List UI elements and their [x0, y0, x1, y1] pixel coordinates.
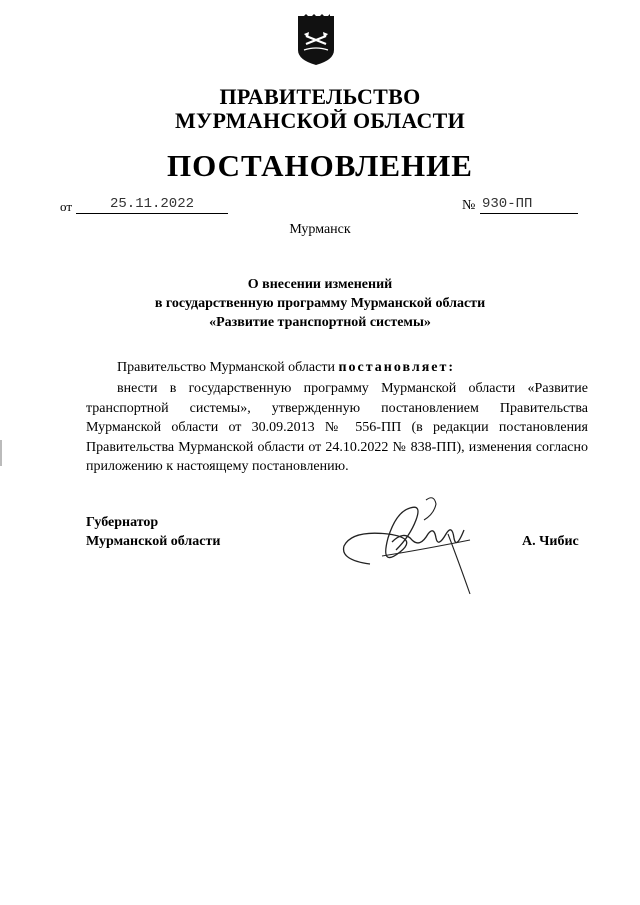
- document-number: 930-ПП: [480, 196, 578, 214]
- scan-edge-mark: [0, 440, 2, 466]
- coat-of-arms-icon: [296, 14, 336, 66]
- document-date: 25.11.2022: [76, 196, 228, 214]
- resolution-paragraph: внести в государственную программу Мурманской области «Развитие транспортной системы», утвержденную постановлением Правительства Мурманской области от 30.09.2013 № 556-ПП (в редакции постановления Правительства Мурманской области от 24.10.2022 № 838-ПП), изменения согласно приложению к настоящему постановлению.: [86, 381, 588, 474]
- org-name-line2: МУРМАНСКОЙ ОБЛАСТИ: [174, 108, 466, 133]
- city-label: Мурманск: [289, 222, 351, 237]
- intro-keyword: постановляет:: [338, 360, 456, 375]
- intro-text: Правительство Мурманской области: [117, 360, 339, 375]
- signer-title-line2: Мурманской области: [86, 534, 221, 549]
- resolution-intro: [117, 360, 455, 376]
- subject-line3: «Развитие транспортной системы»: [209, 315, 431, 330]
- subject-line2: в государственную программу Мурманской области: [154, 296, 486, 311]
- document-type-title: ПОСТАНОВЛЕНИЕ: [167, 148, 473, 183]
- signer-name: А. Чибис: [522, 534, 579, 549]
- signer-title-line1: Губернатор: [86, 515, 159, 530]
- number-prefix: №: [462, 198, 476, 213]
- org-name-line1: ПРАВИТЕЛЬСТВО: [219, 84, 421, 109]
- subject-line1: О внесении изменений: [247, 277, 393, 292]
- handwritten-signature: [330, 490, 500, 600]
- date-prefix: от: [60, 199, 73, 214]
